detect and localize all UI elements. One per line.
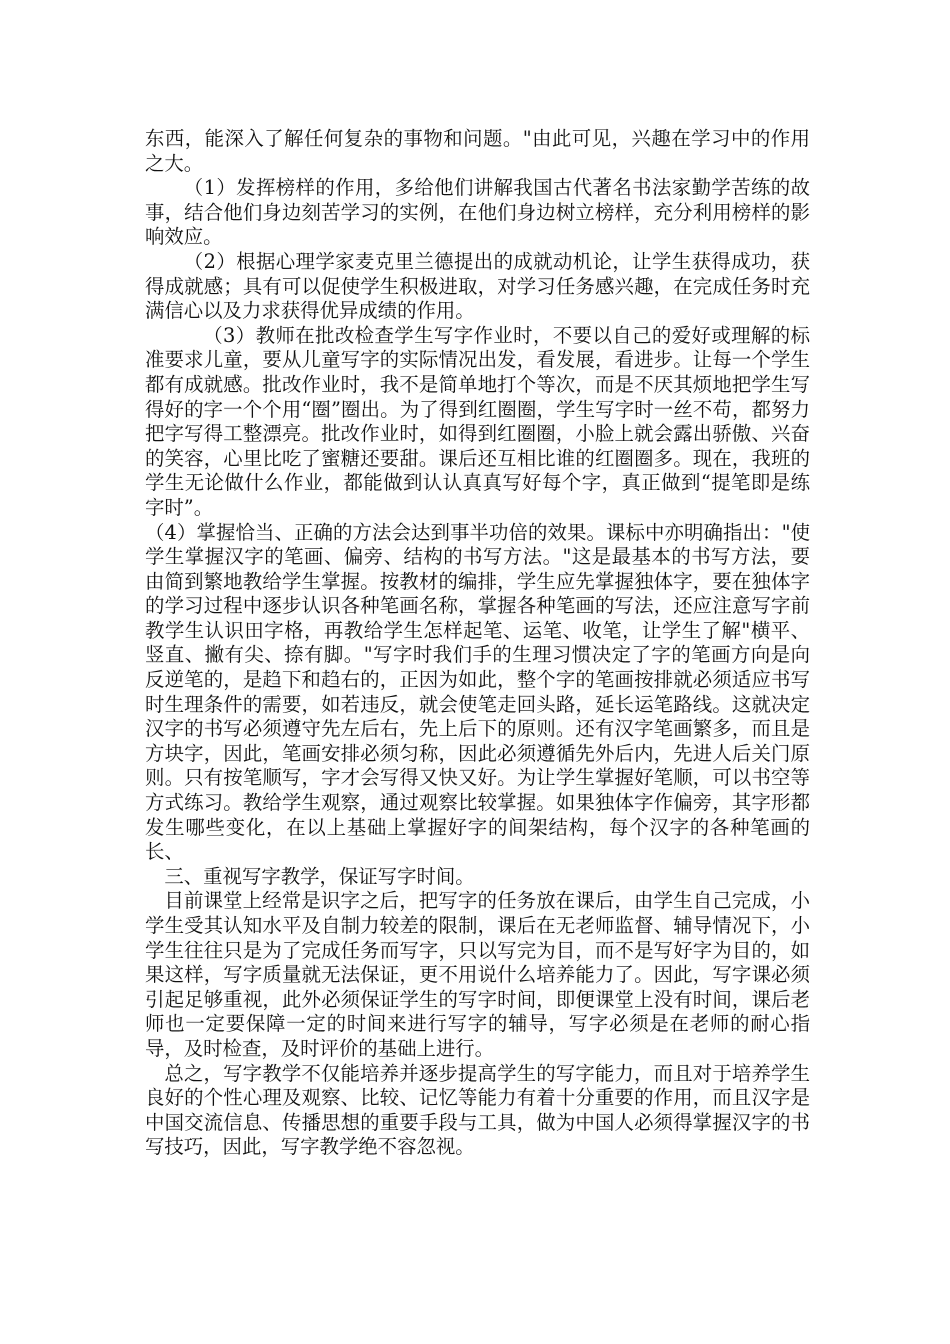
- paragraph-continuation: 东西，能深入了解任何复杂的事物和问题。"由此可见，兴趣在学习中的作用之大。: [145, 127, 810, 175]
- section-heading: 三、重视写字教学，保证写字时间。: [164, 864, 475, 888]
- paragraph-item-3: （3）教师在批改检查学生写字作业时，不要以自己的爱好或理解的标准要求儿童，要从儿童写字的实际情况出发，看发展，看进步。让每一个学生都有成就感。批改作业时，我不是简单地打个等次，而是不厌其烦地把学生写得好的字一个个用“圈”圈出。为了得到红圈圈，学生写字时一丝不苟，都努力把字写得工整漂亮。批改作业时，如得到红圈圈，小脸上就会露出骄傲、兴奋的笑容，心里比吃了蜜糖还要甜。课后还互相比谁的红圈圈多。现在，我班的学生无论做什么作业，都能做到认认真真写好每个字，真正做到“提笔即是练字时”。: [145, 323, 810, 519]
- paragraph-section-body: 目前课堂上经常是识字之后，把写字的任务放在课后，由学生自己完成，小学生受其认知水平及自制力较差的限制，课后在无老师监督、辅导情况下，小学生往往只是为了完成任务而写字，只以写完为目，而不是写好字为目的，如果这样，写字质量就无法保证，更不用说什么培养能力了。因此，写字课必须引起足够重视，此外必须保证学生的写字时间，即便课堂上没有时间，课后老师也一定要保障一定的时间来进行写字的辅导，写字必须是在老师的耐心指导，及时检查，及时评价的基础上进行。: [145, 889, 810, 1060]
- paragraph-item-1: （1）发挥榜样的作用，多给他们讲解我国古代著名书法家勤学苦练的故事，结合他们身边刻苦学习的实例，在他们身边树立榜样，充分利用榜样的影响效应。: [145, 176, 810, 249]
- paragraph-item-2: （2）根据心理学家麦克里兰德提出的成就动机论，让学生获得成功，获得成就感；具有可以促使学生积极进取，对学习任务感兴趣，在完成任务时充满信心以及力求获得优异成绩的作用。: [145, 249, 810, 323]
- paragraph-item-4: （4）掌握恰当、正确的方法会达到事半功倍的效果。课标中亦明确指出："使学生掌握汉字的笔画、偏旁、结构的书写方法。"这是最基本的书写方法，要由简到繁地教给学生掌握。按教材的编排，学生应先掌握独体字，要在独体字的学习过程中逐步认识各种笔画名称，掌握各种笔画的写法，还应注意写字前教学生认识田字格，再教给学生怎样起笔、运笔、收笔，让学生了解"横平、竖直、撇有尖、捺有脚。"写字时我们手的生理习惯决定了字的笔画方向是向反逆笔的，是趋下和趋右的，正因为如此，整个字的笔画按排就必须适应书写时生理条件的需要，如若违反，就会使笔走回头路，延长运笔路线。这就决定汉字的书写必须遵守先左后右，先上后下的原则。还有汉字笔画繁多，而且是方块字，因此，笔画安排必须匀称，因此必须遵循先外后内，先进人后关门原则。只有按笔顺写，字才会写得又快又好。为让学生掌握好笔顺，可以书空等方式练习。教给学生观察，通过观察比较掌握。如果独体字作偏旁，其字形都发生哪些变化，在以上基础上掌握好字的间架结构，每个汉字的各种笔画的长、: [145, 520, 810, 864]
- paragraph-conclusion: 总之，写字教学不仅能培养并逐步提高学生的写字能力，而且对于培养学生良好的个性心理及观察、比较、记忆等能力有着十分重要的作用，而且汉字是中国交流信息、传播思想的重要手段与工具，做为中国人必须得掌握汉字的书写技巧，因此，写字教学绝不容忽视。: [145, 1061, 810, 1159]
- document-page: [145, 127, 810, 1160]
